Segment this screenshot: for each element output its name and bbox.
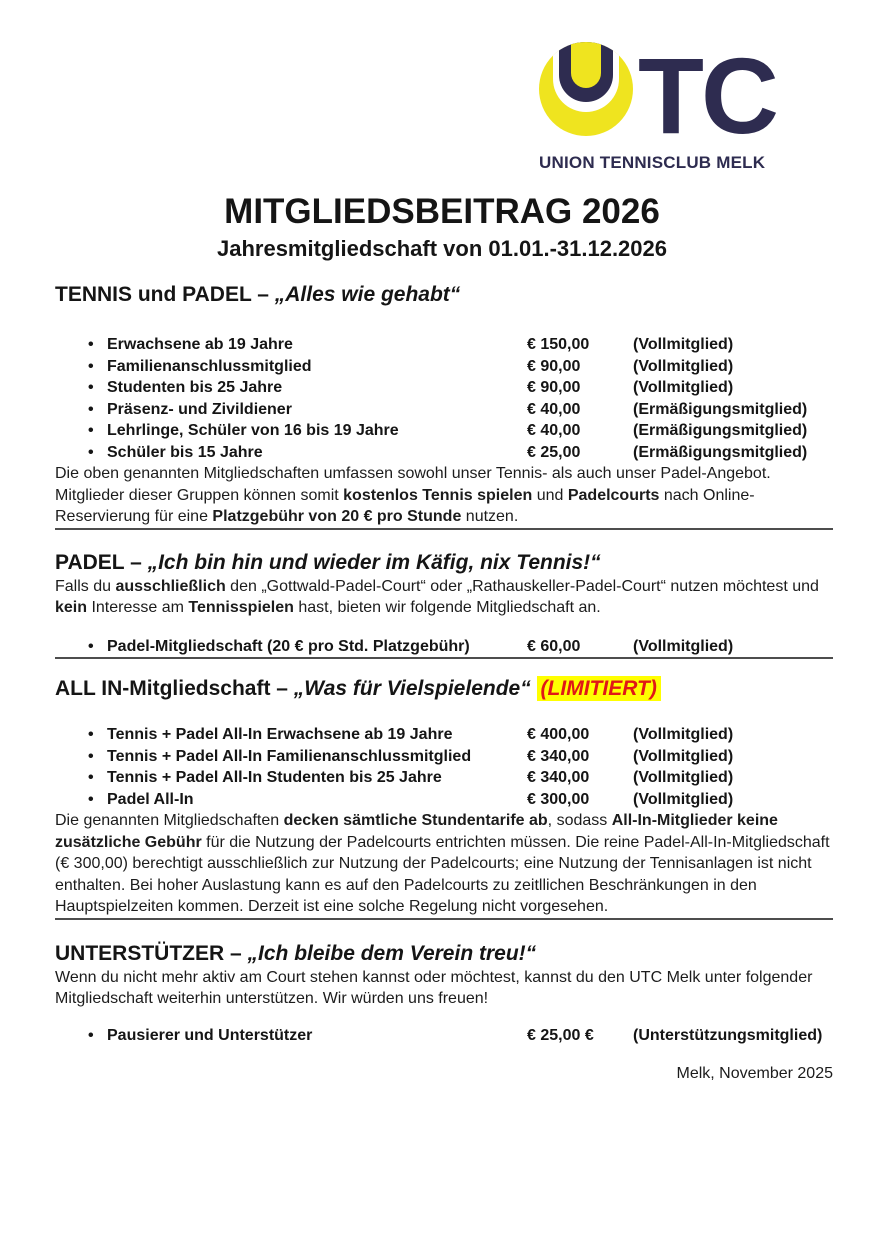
section-paragraph-unterstuetzer: Wenn du nicht mehr aktiv am Court stehen kannst oder möchtest, kannst du den UTC Melk unter folgender Mitgliedschaft weiterhin unterstützen. Wir würden uns freuen! <box>55 968 813 1007</box>
fee-label: Familienanschlussmitglied <box>107 357 312 375</box>
bullet-icon: • <box>88 400 94 418</box>
fee-row <box>55 789 833 811</box>
fee-price: € 340,00 <box>527 747 590 765</box>
fee-label: Schüler bis 15 Jahre <box>107 443 263 461</box>
fee-row <box>55 356 833 378</box>
fee-row <box>55 442 833 464</box>
fee-list-tennis-padel <box>55 334 833 463</box>
fee-category: (Vollmitglied) <box>633 637 734 655</box>
fee-category: (Vollmitglied) <box>633 790 734 808</box>
fee-label: Tennis + Padel All-In Familienanschlussmitglied <box>107 747 472 765</box>
section-heading-unterstuetzer: UNTERSTÜTZER – „Ich bleibe dem Verein treu!“ <box>55 941 537 965</box>
fee-label: Präsenz- und Zivildiener <box>107 400 292 418</box>
page-title: MITGLIEDSBEITRAG 2026 <box>224 192 660 231</box>
fee-row <box>55 746 833 768</box>
fee-row <box>55 377 833 399</box>
fee-category: (Vollmitglied) <box>633 357 734 375</box>
fee-category: (Vollmitglied) <box>633 379 734 396</box>
bullet-icon: • <box>88 747 94 765</box>
logo-row <box>539 35 776 156</box>
club-logo <box>539 35 776 173</box>
tennis-ball-icon <box>539 42 633 136</box>
fee-row <box>55 724 833 746</box>
fee-price: € 25,00 € <box>527 1026 594 1044</box>
fee-label: Tennis + Padel All-In Studenten bis 25 Jahre <box>107 769 442 786</box>
fee-label: Lehrlinge, Schüler von 16 bis 19 Jahre <box>107 422 399 439</box>
fee-price: € 340,00 <box>527 769 590 786</box>
fee-list-padel <box>55 636 833 658</box>
fee-price: € 25,00 <box>527 443 581 461</box>
fee-category: (Vollmitglied) <box>633 336 734 353</box>
bullet-icon: • <box>88 769 94 786</box>
fee-price: € 40,00 <box>527 422 581 439</box>
fee-list-unterstuetzer <box>55 1025 833 1047</box>
fee-label: Erwachsene ab 19 Jahre <box>107 336 293 353</box>
logo-tc-text: TC <box>638 35 776 156</box>
fee-category: (Ermäßigungsmitglied) <box>633 443 808 461</box>
bullet-icon: • <box>88 422 94 439</box>
fee-price: € 90,00 <box>527 379 581 396</box>
section-divider <box>55 528 833 530</box>
fee-label: Padel All-In <box>107 790 194 808</box>
fee-label: Pausierer und Unterstützer <box>107 1026 313 1044</box>
bullet-icon: • <box>88 726 94 743</box>
logo-u-inner <box>571 42 601 88</box>
fee-row <box>55 420 833 442</box>
fee-price: € 40,00 <box>527 400 581 418</box>
fee-category: (Ermäßigungsmitglied) <box>633 400 808 418</box>
fee-category: (Vollmitglied) <box>633 726 734 743</box>
fee-label: Studenten bis 25 Jahre <box>107 379 283 396</box>
fee-category: (Vollmitglied) <box>633 769 734 786</box>
fee-price: € 150,00 <box>527 336 590 353</box>
fee-category: (Ermäßigungsmitglied) <box>633 422 808 439</box>
fee-label: Tennis + Padel All-In Erwachsene ab 19 Jahre <box>107 726 453 743</box>
fee-label: Padel-Mitgliedschaft (20 € pro Std. Platzgebühr) <box>107 637 470 655</box>
section-divider <box>55 918 833 920</box>
fee-price: € 90,00 <box>527 357 581 375</box>
logo-caption: UNION TENNISCLUB MELK <box>539 153 766 172</box>
section-paragraph-padel: Falls du ausschließlich den „Gottwald-Padel-Court“ oder „Rathauskeller-Padel-Court“ nutzen möchtest und kein Interesse am Tennisspielen hast, bieten wir folgende Mitgliedschaft an. <box>55 577 819 616</box>
bullet-icon: • <box>88 336 94 353</box>
bullet-icon: • <box>88 790 94 808</box>
fee-row <box>55 767 833 789</box>
section-heading-all-in: ALL IN-Mitgliedschaft – „Was für Vielspielende“ (LIMITIERT) <box>55 675 833 702</box>
document-body <box>0 281 884 1046</box>
date-footer: Melk, November 2025 <box>676 1065 833 1082</box>
bullet-icon: • <box>88 1026 94 1044</box>
section-heading-tennis-padel: TENNIS und PADEL – „Alles wie gehabt“ <box>55 283 461 306</box>
bullet-icon: • <box>88 379 94 396</box>
section-divider <box>55 657 833 659</box>
fee-category: (Unterstützungsmitglied) <box>633 1026 823 1044</box>
fee-price: € 300,00 <box>527 790 590 808</box>
fee-category: (Vollmitglied) <box>633 747 734 765</box>
bullet-icon: • <box>88 357 94 375</box>
fee-price: € 60,00 <box>527 637 581 655</box>
bullet-icon: • <box>88 637 94 655</box>
fee-row <box>55 334 833 356</box>
section-paragraph-tennis-padel: Die oben genannten Mitgliedschaften umfassen sowohl unser Tennis- als auch unser Padel-Angebot. Mitglieder dieser Gruppen können somit kostenlos Tennis spielen und Padelcourts nach Online-Reservierung für eine Platzgebühr von 20 € pro Stunde nutzen. <box>55 465 771 525</box>
fee-list-all-in <box>55 724 833 810</box>
fee-row <box>55 399 833 421</box>
section-heading-padel: PADEL – „Ich bin hin und wieder im Käfig, nix Tennis!“ <box>55 550 601 574</box>
bullet-icon: • <box>88 443 94 461</box>
section-paragraph-all-in: Die genannten Mitgliedschaften decken sämtliche Stundentarife ab, sodass All-In-Mitglieder keine zusätzliche Gebühr für die Nutzung der Padelcourts entrichten müssen. Die reine Padel-All-In-Mitgliedschaft (€ 300,00) berechtigt ausschließlich zur Nutzung der Padelcourts; eine Nutzung der Tennisanlagen ist nicht enthalten. Bei hoher Auslastung kann es auf den Padelcourts zu zeitllichen Beschränkungen in den Hauptspielzeiten kommen. Derzeit ist eine solche Regelung nicht vorgesehen. <box>55 812 830 915</box>
page-subtitle: Jahresmitgliedschaft von 01.01.-31.12.2026 <box>216 236 667 261</box>
fee-row <box>55 636 833 658</box>
fee-price: € 400,00 <box>527 726 590 743</box>
fee-row <box>55 1025 833 1047</box>
